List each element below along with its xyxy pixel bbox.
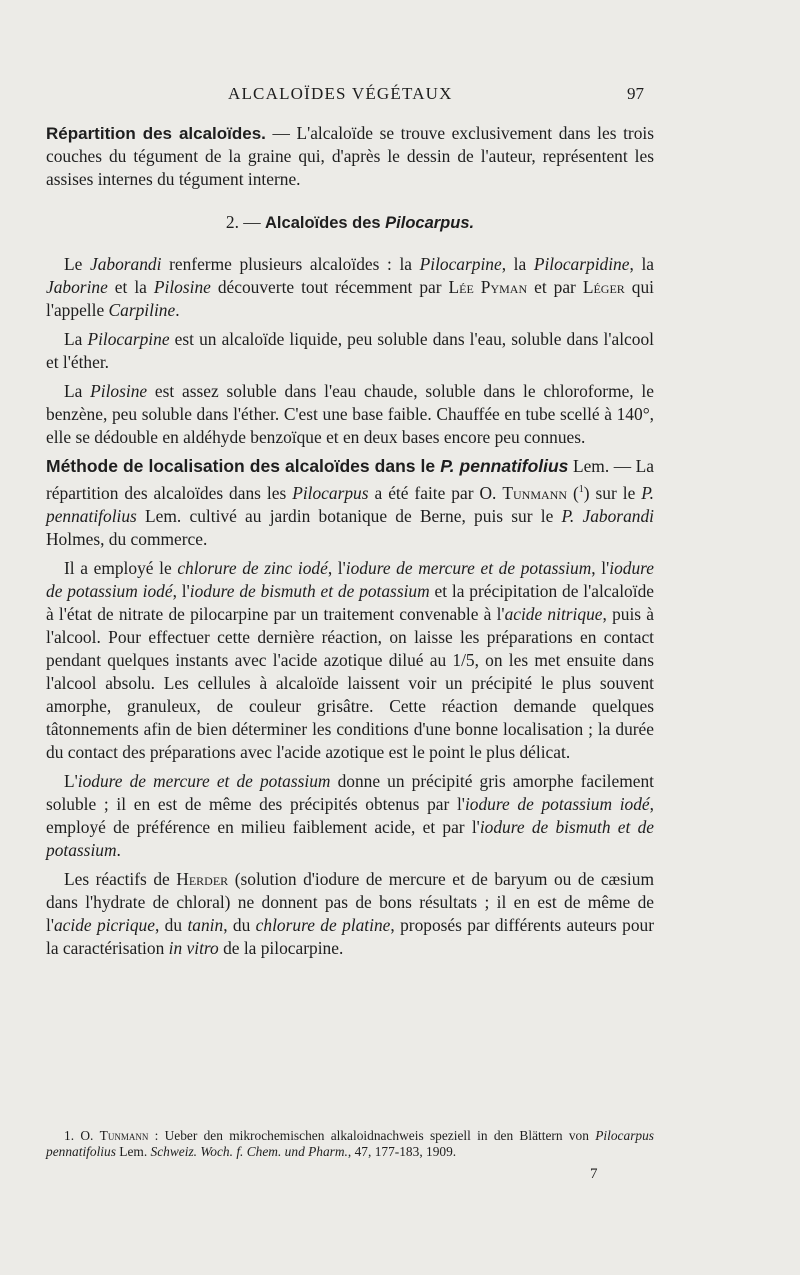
paragraph-iodure: L'iodure de mercure et de potassium donne un précipité gris amorphe facilement soluble ; il en est de même des précipités obtenus par l'iodure de potassium iodé, employé de préférence en milieu faiblement acide, et par l'iodure de bismuth et de potassium. — [46, 770, 655, 860]
body-text — [46, 122, 654, 960]
paragraph-methode: Méthode de localisation des alcaloïdes dans le P. pennatifolius Lem. — La répartition des alcaloïdes dans les Pilocarpus a été faite par O. Tunmann ($^1$) sur le P. pennatifolius Lem. cultivé au jardin botanique de Berne, puis sur le P. Jaborandi Holmes, du commerce. — [46, 456, 655, 549]
section-heading-italic: Pilocarpus. — [385, 214, 475, 232]
signature-mark: 7 — [590, 1166, 598, 1182]
section-title — [46, 211, 654, 235]
method-heading-italic: P. pennatifolius — [440, 456, 569, 476]
method-heading: Méthode de localisation des alcaloïdes dans le — [46, 456, 441, 476]
running-title: ALCALOÏDES VÉGÉTAUX — [228, 84, 453, 103]
footnote-1: 1. O. Tunmann : Ueber den mikrochemischen alkaloidnachweis speziell in den Blättern von Pilocarpus pennatifolius Lem. Schweiz. Woch. f. Chem. und Pharm., 47, 177-183, 1909. — [46, 1128, 655, 1159]
footnotes — [46, 1128, 654, 1160]
paragraph-repartition: Répartition des alcaloïdes. — L'alcaloïde se trouve exclusivement dans les trois couches du tégument de la graine qui, d'après le dessin de l'auteur, représentent les assises internes du tégument interne. — [46, 123, 654, 189]
paragraph-pilocarpine: La Pilocarpine est un alcaloïde liquide, peu soluble dans l'eau, soluble dans l'alcool et l'éther. — [46, 329, 654, 372]
footnote-ref: 1 — [578, 484, 584, 495]
section-heading: Alcaloïdes des — [265, 214, 386, 232]
run-in-heading: Répartition des alcaloïdes. — [46, 124, 266, 143]
paragraph-pilosine: La Pilosine est assez soluble dans l'eau chaude, soluble dans le chloroforme, le benzène, peu soluble dans l'éther. C'est une base faible. Chauffée en tube scellé à 140°, elle se dédouble en aldéhyde benzoïque et en deux bases encore peu connues. — [46, 381, 654, 447]
page-number: 97 — [627, 84, 644, 103]
paragraph-reactifs: Il a employé le chlorure de zinc iodé, l'iodure de mercure et de potassium, l'iodure de potassium iodé, l'iodure de bismuth et de potassium et la précipitation de l'alcaloïde à l'état de nitrate de pilocarpine par un traitement convenable à l'acide nitrique, puis à l'alcool. Pour effectuer cette dernière réaction, on laisse les préparations en contact pendant quelques instants avec l'acide azotique dilué au 1/5, on les met ensuite dans l'alcool absolu. Les cellules à alcaloïde laissent voir un précipité le plus souvent amorphe, granuleux, de couleur grisâtre. Cette réaction demande quelques tâtonnements afin de bien déterminer les conditions d'une bonne localisation ; la durée du contact des préparations avec l'acide azotique est le point le plus délicat. — [46, 557, 654, 762]
paragraph-jaborandi: Le Jaborandi renferme plusieurs alcaloïdes : la Pilocarpine, la Pilocarpidine, la Jaborine et la Pilosine découverte tout récemment par Lée Pyman et par Léger qui l'appelle Carpiline. — [46, 254, 654, 320]
running-head — [0, 84, 800, 108]
paragraph-herder: Les réactifs de Herder (solution d'iodure de mercure et de baryum ou de cæsium dans l'hydrate de chloral) ne donnent pas de bons résultats ; il en est de même de l'acide picrique, du tanin, du chlorure de platine, proposés par différents auteurs pour la caractérisation in vitro de la pilocarpine. — [46, 868, 655, 958]
section-number: 2. — — [225, 212, 266, 232]
